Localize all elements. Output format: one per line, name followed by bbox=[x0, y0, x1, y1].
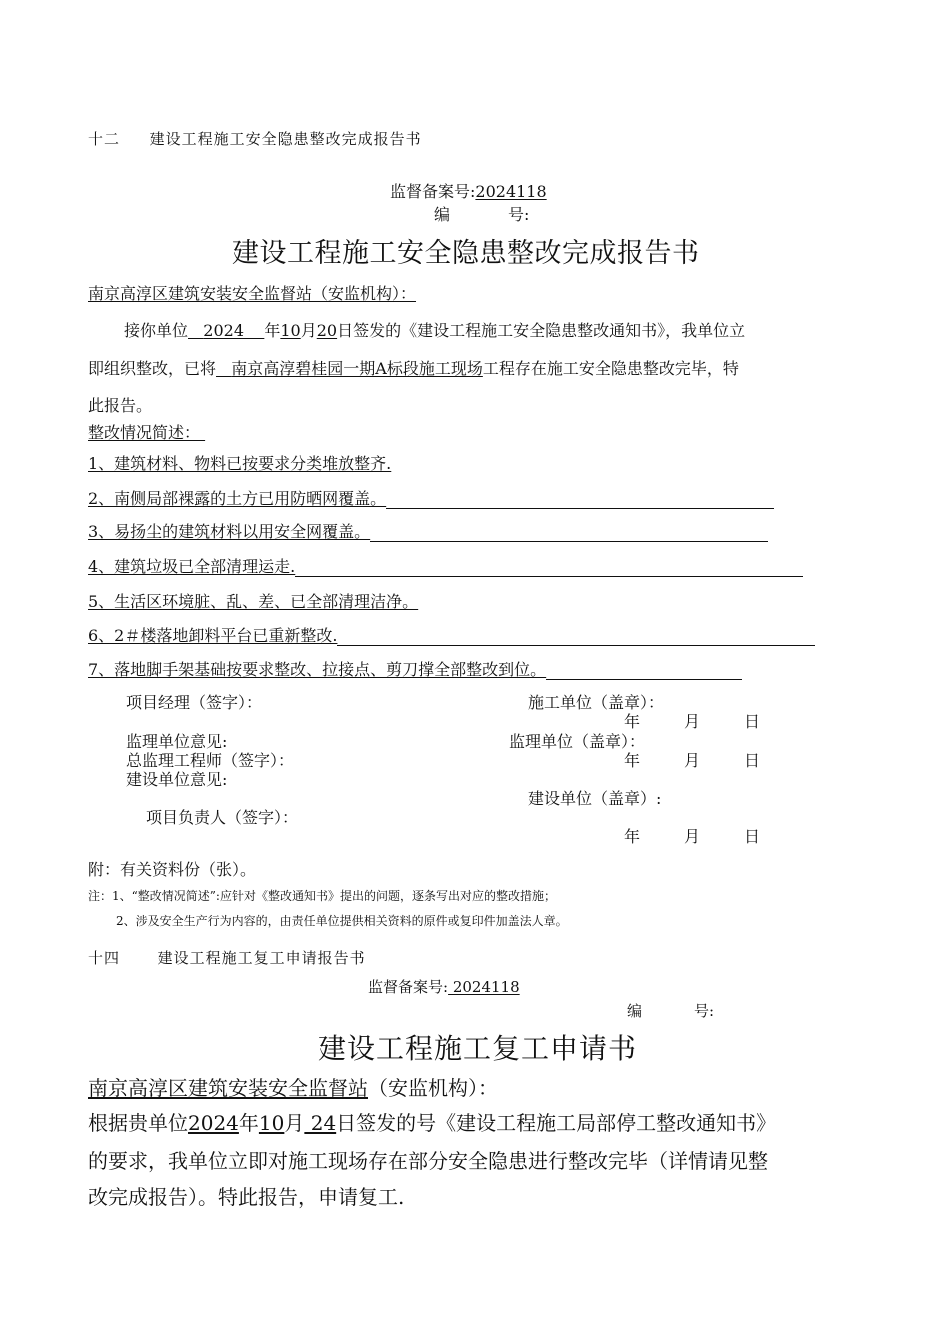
owner-opinion-label: 建设单位意见: bbox=[126, 770, 228, 789]
text: 日 bbox=[744, 827, 761, 846]
text: 年 bbox=[238, 1111, 259, 1135]
date-line-2 bbox=[624, 748, 760, 771]
section-14-heading-title: 建设工程施工复工申请报告书 bbox=[157, 949, 366, 967]
record-number-line-2 bbox=[368, 976, 520, 997]
text: 日签发的《建设工程施工安全隐患整改通知书》，我单位立 bbox=[337, 321, 746, 340]
list-item: 5、生活区环境脏、乱、差、已全部清理洁净。 bbox=[88, 592, 419, 611]
serial-label-a: 编 bbox=[627, 1002, 643, 1020]
supervisor-seal-label: 监理单位（盖章）： bbox=[509, 732, 646, 751]
text: 月 bbox=[684, 751, 701, 770]
application-body-line-2: 的要求，我单位立即对施工现场存在部分安全隐患进行整改完毕（详情请见整 bbox=[88, 1149, 768, 1173]
owner-seal-label: 建设单位（盖章）: bbox=[528, 789, 662, 808]
document-title: 建设工程施工安全隐患整改完成报告书 bbox=[232, 238, 700, 269]
list-item: 6、2＃楼落地卸料平台已重新整改. bbox=[88, 623, 815, 646]
list-item: 7、落地脚手架基础按要求整改、拉接点、剪刀撑全部整改到位。 bbox=[88, 657, 742, 680]
body-line-1 bbox=[124, 318, 745, 341]
body-line-3: 此报告。 bbox=[88, 396, 153, 415]
text: 年 bbox=[624, 751, 641, 770]
issue-day: 20 bbox=[316, 321, 338, 340]
attachment-note: 附：有关资料份（张）。 bbox=[88, 860, 257, 879]
section-12-number: 十二 bbox=[88, 130, 121, 148]
section-14-number: 十四 bbox=[88, 949, 121, 967]
text: 日 bbox=[744, 751, 761, 770]
record-number-line bbox=[390, 179, 547, 202]
serial-label-a: 编 bbox=[434, 205, 451, 224]
serial-number-line bbox=[434, 202, 529, 225]
serial-label-b: 号: bbox=[694, 1002, 715, 1020]
text: 年 bbox=[264, 321, 281, 340]
supervisor-opinion-label: 监理单位意见: bbox=[126, 732, 228, 751]
addressee: 南京高淳区建筑安装安全监督站（安监机构）： bbox=[88, 284, 417, 303]
summary-label: 整改情况简述： bbox=[88, 423, 201, 442]
contractor-seal-label: 施工单位（盖章）： bbox=[528, 693, 665, 712]
text: 接你单位 bbox=[124, 321, 189, 340]
owner-pm-signature-label: 项目负责人（签字）： bbox=[146, 808, 299, 827]
issue-year: 2024 bbox=[203, 321, 244, 340]
text: 日签发的号《建设工程施工局部停工整改通知书》 bbox=[336, 1111, 777, 1135]
serial-label-b: 号: bbox=[508, 205, 530, 224]
record-number-label: 监督备案号: bbox=[390, 182, 476, 201]
text: 根据贵单位 bbox=[88, 1111, 188, 1135]
text: 月 bbox=[284, 1111, 305, 1135]
text: 年 bbox=[624, 712, 641, 731]
list-item: 1、建筑材料、物料已按要求分类堆放整齐. bbox=[88, 454, 392, 473]
issue-month: 10 bbox=[258, 1111, 285, 1135]
list-item: 4、建筑垃圾已全部清理运走. bbox=[88, 554, 803, 577]
text: 日 bbox=[744, 712, 761, 731]
body-line-2 bbox=[88, 356, 739, 379]
issue-month: 10 bbox=[280, 321, 301, 340]
issue-day: 24 bbox=[304, 1111, 337, 1135]
site-name: 南京高淳碧桂园一期A标段施工现场 bbox=[231, 359, 483, 378]
application-body-line-3: 改完成报告）。特此报告，申请复工. bbox=[88, 1185, 405, 1209]
text: 年 bbox=[624, 827, 641, 846]
record-number-value: 2024118 bbox=[475, 182, 547, 201]
addressee-2 bbox=[88, 1072, 498, 1101]
pm-signature-label: 项目经理（签字）： bbox=[126, 693, 263, 712]
date-line-3 bbox=[624, 824, 760, 847]
serial-number-line-2 bbox=[627, 1000, 714, 1021]
text: 月 bbox=[300, 321, 317, 340]
application-body-line-1 bbox=[88, 1107, 776, 1136]
section-12-heading bbox=[88, 128, 422, 149]
text: 月 bbox=[684, 827, 701, 846]
list-item: 2、南侧局部裸露的土方已用防晒网覆盖。 bbox=[88, 486, 774, 509]
text: 即组织整改，已将 bbox=[88, 359, 217, 378]
text: （安监机构）： bbox=[368, 1076, 498, 1100]
footnote-1: 注：1、“整改情况简述”:应针对《整改通知书》提出的问题，逐条写出对应的整改措施； bbox=[88, 889, 556, 903]
application-title: 建设工程施工复工申请书 bbox=[318, 1032, 638, 1065]
section-12-heading-title: 建设工程施工安全隐患整改完成报告书 bbox=[149, 130, 422, 148]
text: 工程存在施工安全隐患整改完毕，特 bbox=[482, 359, 739, 378]
section-14-heading bbox=[88, 947, 366, 968]
text: 月 bbox=[684, 712, 701, 731]
record-number-label: 监督备案号: bbox=[368, 978, 449, 996]
issue-year: 2024 bbox=[188, 1111, 239, 1135]
list-item: 3、易扬尘的建筑材料以用安全网覆盖。 bbox=[88, 519, 768, 542]
chief-engineer-signature-label: 总监理工程师（签字）： bbox=[126, 751, 295, 770]
record-number-value: 2024118 bbox=[448, 978, 520, 996]
footnote-2: 2、涉及安全生产行为内容的，由责任单位提供相关资料的原件或复印件加盖法人章。 bbox=[116, 914, 568, 928]
agency-name: 南京高淳区建筑安装安全监督站 bbox=[88, 1076, 368, 1100]
